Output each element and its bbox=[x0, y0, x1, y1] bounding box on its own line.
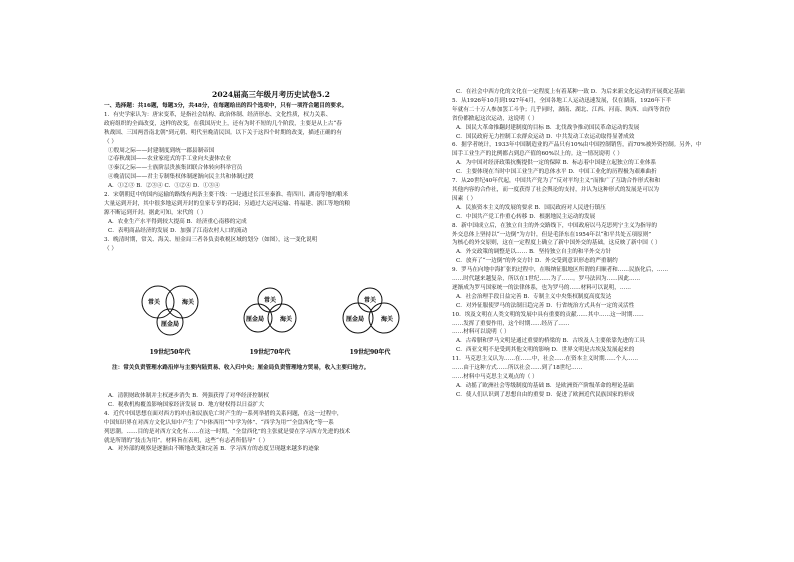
diagram-1850s bbox=[142, 286, 198, 356]
answer-option: A．为中国对经济政策抗衡提供一定的保障 B．标志着中国建立起独立的工业体系 bbox=[456, 160, 657, 167]
left-question-list bbox=[104, 111, 438, 254]
question-text: 省份都掀起这次运动，这说明（ ） bbox=[452, 115, 538, 122]
answer-option: A．动摇了欧洲社会等级制度的基础 B．是欧洲资产阶级革命的理论基础 bbox=[456, 382, 634, 389]
question-text: 因素（ ） bbox=[452, 195, 477, 202]
question-text: 就是所谓的“技击为用”。材料旨在表明，这些“有志者所倡导”（ ） bbox=[104, 437, 269, 444]
question-text: ……发挥了重要作用，这个时期……经历了…… bbox=[452, 320, 570, 327]
question-text: 逐渐成为罗马国家统一的法律体系，也为罗马的……材料可以说明，…… bbox=[452, 284, 632, 291]
section-instructions: 一、选择题：共16题，每题3分，共48分，在每题给出的四个选项中，只有一项符合题目的要求。 bbox=[104, 103, 348, 109]
answer-option: C．税收机构覆盖影响国家经济发展 D．地方财权得以日益扩大 bbox=[108, 401, 264, 408]
question-text: 4．近代中国思想在面对西方的冲击和民族危亡时产生的一系列举措的关系问题，在这一过程中， bbox=[104, 410, 343, 417]
answer-option: A．①②③ B．②③④ C．①②④ D．①③④ bbox=[108, 183, 220, 190]
answer-option: A．农业生产水平得到较大提高 B．经济重心南移的完成 bbox=[108, 218, 247, 225]
answer-option: A．对外部的观察是逐渐由不断地改变和完善 B．学习西方的态度呈现越来越多的迹象 bbox=[108, 446, 320, 453]
question-text: （ ） bbox=[104, 245, 117, 252]
answer-option: A．古希腊和罗马文明是通过重要的桥梁的 B．古埃及人主要依靠先进的工具 bbox=[456, 338, 645, 345]
answer-option: C．使人们认识到了思想自由的重要 D．促进了欧洲近代民族国家的形成 bbox=[456, 391, 635, 398]
question-text: 中国知识界在对西方文化认知中产生了“中体西用”“中学为体”、“西学为用”“全盘西化”等一系 bbox=[104, 419, 334, 426]
period-label: 19世纪70年代 bbox=[249, 349, 291, 356]
node-label: 常关 bbox=[147, 299, 161, 306]
answer-option: ①殷周之际——封建制度到统一郡县制帝国 bbox=[108, 147, 215, 154]
period-label: 19世纪50年代 bbox=[149, 349, 191, 356]
question-text: 外交总体上坚持以“一边倒”为方针，但是毛泽东在1954年以“和平共处五项原则” bbox=[452, 231, 652, 238]
left-column bbox=[104, 102, 438, 253]
question-text: 7．从20世纪40年代起，中国共产党为了“反对平均主义”而推广了互助合作形式和和 bbox=[452, 178, 661, 185]
node-label: 海关 bbox=[279, 316, 293, 323]
node-label: 厘金局 bbox=[160, 321, 180, 328]
node-label: 常关 bbox=[363, 297, 377, 304]
answer-option: C．在社会中西方化的文化在一定程度上有着某种一致 D．为后来新文化运动的开展奠定基础 bbox=[456, 89, 685, 95]
exam-title: 2024届高三年级月考历史试卷5.2 bbox=[212, 90, 330, 99]
answer-option: C．西亚文明不是受到其他文明的影响 D．世界文明是古埃及发展起来的 bbox=[456, 347, 635, 354]
answer-option: A．社会治理手段日益完善 B．专制主义中央集权制度高度发达 bbox=[456, 293, 612, 300]
question-text: 秋战国、三国两晋南北朝”到元朝、明代至晚清民国。以下关于这四个时期的改变，描述正确的有 bbox=[104, 129, 342, 136]
answer-option: A．国民大革命推翻封建制度的目标 B．北伐战争推动国民革命运动的发展 bbox=[456, 124, 640, 131]
node-label: 厘金局 bbox=[345, 316, 365, 323]
question-text: 年就有二十万人参加罢工斗争；几乎同时，湖南、湖北、江西、河南、陕西、山西等省份 bbox=[452, 106, 671, 113]
diagram-1890s bbox=[343, 288, 399, 356]
answer-option: C．中国共产党工作重心转移 D．根据地民主运动的发展 bbox=[456, 213, 596, 220]
question-text: 11．马克思主义认为……在……中，社会……在资本主义时期……个人…… bbox=[452, 356, 639, 363]
question-text: ……材料可以说明（ ） bbox=[452, 329, 510, 336]
question-text: （ ） bbox=[104, 138, 117, 145]
question-text: 国手工业生产的比例都占到总产值的60%以上的。这一情况说明（ ） bbox=[452, 151, 623, 158]
question-text: 8．新中国成立后，在独立自主的外交路线下，中国政府以马克思列宁主义为指导的 bbox=[452, 222, 657, 229]
right-column bbox=[452, 88, 786, 400]
question-text: 2．宋朝朝廷中的国内运输的路线有两条主要干线：一是通过长江至秦淮、将四川、湖南等地的粮米 bbox=[104, 192, 349, 199]
diagram-note: 注：常关负责管理水路沿岸与主要内陆贸易、收入归中央；厘金局负责管理地方贸易，收入主要归地方。 bbox=[112, 365, 370, 371]
answer-option: C．对外征服使罗马的法制日趋完善 D．行省统治方式具有一定的灵活性 bbox=[456, 302, 635, 309]
tax-diagram bbox=[110, 280, 430, 360]
question-text: 政府组织的全面改变，这样的改变，在我国历史上，还有为时不短的几个阶段，主要是从上古“春 bbox=[104, 120, 342, 127]
question-text: 源不断运到开封。据此可知，宋代的（ ） bbox=[104, 209, 207, 216]
answer-option: A．清朝财政体制并主权逐步消失 B．列强获得了对华经济控制权 bbox=[108, 393, 269, 399]
question-text: 大量运到开封，其中很多地运到开封的皇家专享的花园；另通过大运河运输、将福建、浙江等地的粮 bbox=[104, 200, 351, 207]
question-text: 3．晚清时期，常关、海关、厘金局三者各负责收税区域的划分（如图），这一变化说明 bbox=[104, 236, 318, 243]
answer-option: C．国民政府无力控制工农群众运动 D．中共发动工农运动取得显著成效 bbox=[456, 133, 635, 140]
answer-option: C．表明商品经济的发展 D．加强了江南农村人口的流动 bbox=[108, 227, 248, 234]
question-text: 5．从1926年10月到1927年4月，全国各地工人运动迅速发展，仅在湖南，1926年下半 bbox=[452, 97, 672, 104]
question-text: 6．据学者统计，1933年中国制造业的产品只有10%由中国控制销售，而70%被外资控制。另外，中 bbox=[452, 142, 702, 149]
answer-option: C．放弃了“一边倒”的外交方针 D．外交受到意识形态的严重制约 bbox=[456, 258, 618, 265]
answer-option: C．主要体现在当时中国工业生产的总体水平 D．中国工业化的历程极为艰难曲折 bbox=[456, 169, 657, 176]
question-text: 其他内容的合作社，而一度获得了社会舆论的支持，并认为这种形式的发展是可以为 bbox=[452, 186, 659, 193]
node-label: 常关 bbox=[263, 297, 277, 304]
question-text: ……材料中马克思主义观点的（ ） bbox=[452, 374, 538, 380]
answer-option: A．民族资本主义的发展的要求 B．国民政府对人民进行镇压 bbox=[456, 204, 606, 211]
diagram-1870s bbox=[244, 288, 296, 356]
question-text: 列思潮。……目的是对西方文化有……在这一时期，“全盘西化”的主张就是要在学习西方先进的技术 bbox=[104, 428, 351, 435]
answer-option: A．外交政策的调整是以…… B．坚持独立自主的和平外交方针 bbox=[456, 249, 612, 256]
answer-option: ③秦汉之际——士族阶层贵族集团联合体转向科举官员 bbox=[108, 165, 243, 172]
node-label: 海关 bbox=[380, 316, 394, 323]
question-text: 为核心的外交原则，这在一定程度上确立了新中国外交的基础，这反映了新中国（ ） bbox=[452, 240, 661, 247]
question-text: 10．埃及文明在人类文明的发展中具有重要的贡献……其中……这一时期…… bbox=[452, 311, 644, 318]
answer-option: ④晚清民国——君主专制集权体制逐渐向民主共和体制过渡 bbox=[108, 174, 254, 181]
question-text: ……时代越来越复杂，所以在1世纪……为了……。罗马法因为……因此…… bbox=[452, 276, 641, 283]
question-text: 9．罗马在向地中海扩张的过程中，在吸纳征服地区所谓的归顺者和……民族化后，…… bbox=[452, 267, 669, 274]
left-lower-list bbox=[104, 392, 438, 454]
period-label: 19世纪90年代 bbox=[349, 349, 391, 356]
question-text: 1．有史学家认为：唐宋变革，是指社会结构、政治体制、经济形态、文化性质，权力关系、 bbox=[104, 111, 332, 118]
answer-option: ②春秋战国——农业家庭式的手工业向夫妻体农业 bbox=[108, 156, 232, 163]
node-label: 海关 bbox=[181, 299, 195, 306]
node-label: 厘金局 bbox=[245, 316, 265, 323]
question-text: ……由于这种方式……所以社会……到了18世纪…… bbox=[452, 365, 583, 372]
